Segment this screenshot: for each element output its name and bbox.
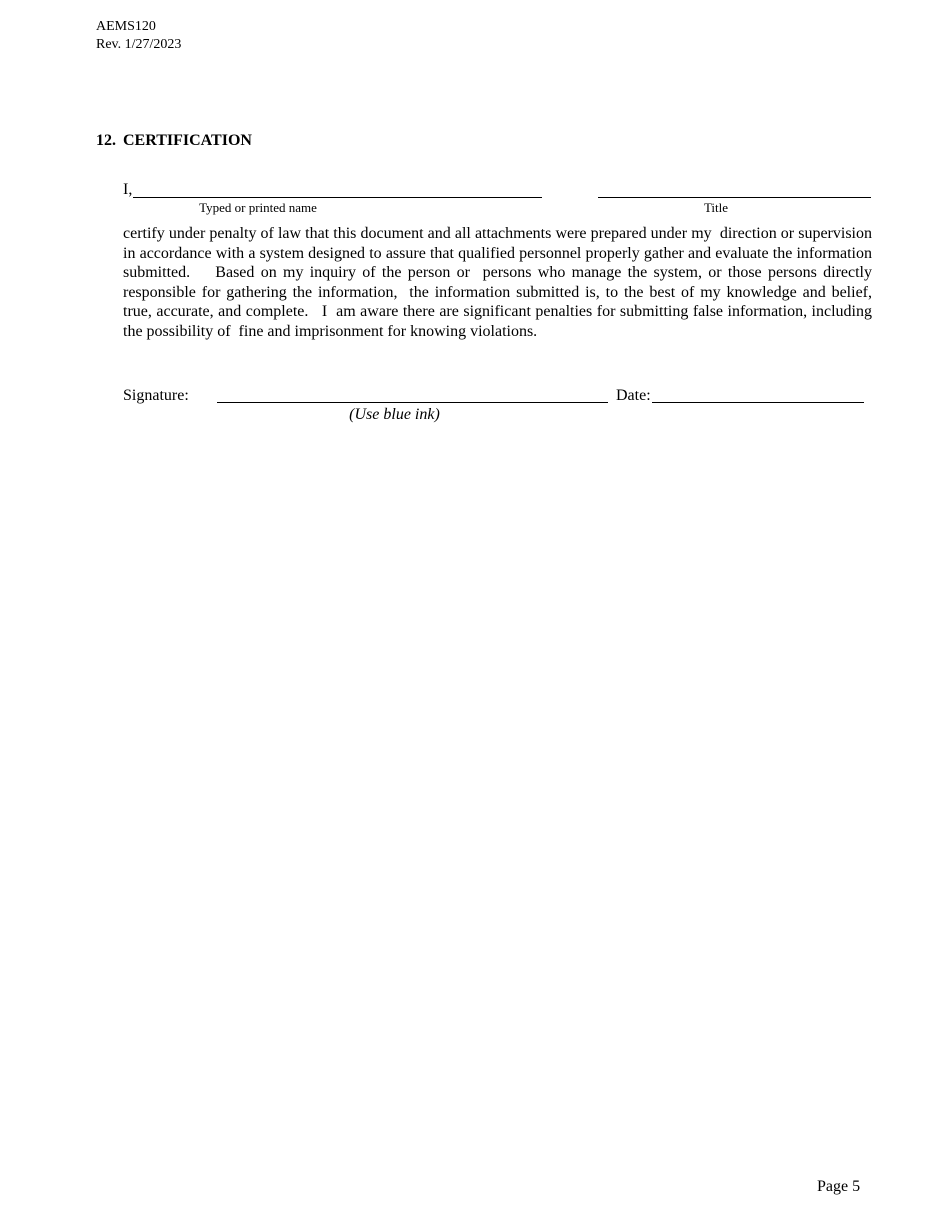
- certification-statement: certify under penalty of law that this document and all attachments were prepared under my direction or supervision in accordance with a system designed to assure that qualified personnel properly gather and evaluate the information submitted. Based on my inquiry of the person or persons who manage the system, or those persons directly responsible for gathering the information, the information submitted is, to the best of my knowledge and belief, true, accurate, and complete. I am aware there are significant penalties for submitting false information, including the possibility of fine and imprisonment for knowing violations.: [123, 225, 876, 340]
- certifier-prefix: I,: [123, 181, 133, 198]
- blue-ink-note: (Use blue ink): [349, 406, 440, 423]
- title-field[interactable]: [598, 197, 871, 198]
- title-caption: Title: [703, 200, 729, 215]
- signature-field[interactable]: [217, 402, 608, 403]
- section-title: CERTIFICATION: [123, 132, 252, 149]
- date-field[interactable]: [652, 402, 864, 403]
- form-revision: Rev. 1/27/2023: [96, 37, 182, 52]
- section-heading: [96, 131, 252, 151]
- form-id: AEMS120: [96, 19, 156, 34]
- date-label: Date:: [616, 387, 651, 404]
- printed-name-caption: Typed or printed name: [199, 200, 317, 215]
- printed-name-field[interactable]: [133, 197, 542, 198]
- signature-label: Signature:: [123, 387, 189, 404]
- section-number: 12.: [96, 132, 116, 149]
- page-number: Page 5: [817, 1178, 861, 1195]
